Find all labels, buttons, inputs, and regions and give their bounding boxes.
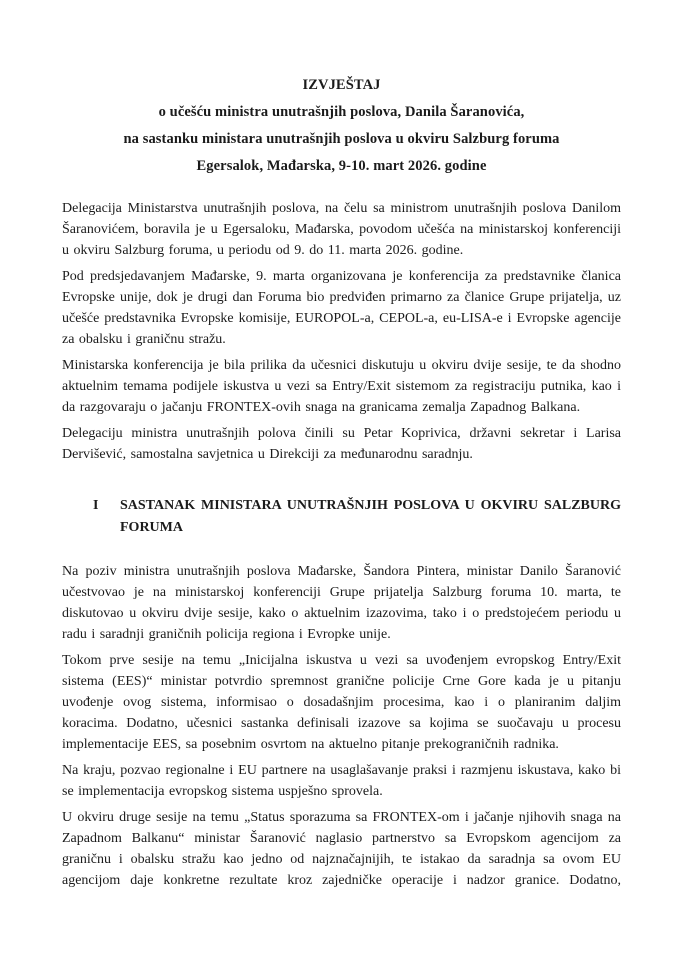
paragraph-intro-4: Delegaciju ministra unutrašnjih polova činili su Petar Koprivica, državni sekretar i Larisa Dervišević, samostalna savjetnica u Direkciji za međunarodnu saradnju. [62,426,621,462]
paragraph-intro-2: Pod predsjedavanjem Mađarske, 9. marta organizovana je konferencija za predstavnike članica Evropske unije, dok je drugi dan Foruma bio predviđen primarno za članice Grupe prijatelja, uz učešće predstavnika Evropske komisije, EUROPOL-a, CEPOL-a, eu-LISA-e i Evropske agencije za obalsku i graničnu stražu. [62,269,621,347]
section-1-heading-text: SASTANAK MINISTARA UNUTRAŠNJIH POSLOVA U OKVIRU SALZBURG FORUMA [120,498,621,535]
paragraph-section1-1: Na poziv ministra unutrašnjih poslova Mađarske, Šandora Pintera, ministar Danilo Šaranović učestvovao je na ministarskoj konferenciji Grupe prijatelja Salzburg foruma 10. marta, te diskutovao u okviru dvije sesije, kako o aktuelnim izazovima, tako i o predstojećem periodu u radu i saradnji graničnih policija regiona i Evropke unije. [62,564,621,642]
report-subtitle-line-2: na sastanku ministara unutrašnjih poslova u okviru Salzburg foruma [123,131,560,147]
spacer [62,539,621,561]
report-subtitle-line-3: Egersalok, Mađarska, 9-10. mart 2026. godine [196,158,487,174]
paragraph-section1-2: Tokom prve sesije na temu „Inicijalna iskustva u vezi sa uvođenjem evropskog Entry/Exit sistema (EES)“ ministar potvrdio spremnost granične policije Crne Gore kada je u pitanju uvođenje ovog sistema, informisao o dosadašnjim procesima, kao i o planiranim daljim koracima. Dodatno, učesnici sastanka definisali izazove sa kojima se suočavaju u procesu implementacije EES, sa posebnim osvrtom na aktuelno pitanje prekograničnih radnika. [62,653,621,752]
paragraph-intro-1: Delegacija Ministarstva unutrašnjih poslova, na čelu sa ministrom unutrašnjih poslova Danilom Šaranovićem, boravila je u Egersaloku, Mađarska, povodom učešća na ministarskoj konferenciji u okviru Salzburg foruma, u periodu od 9. do 11. marta 2026. godine. [62,201,621,258]
paragraph-section1-4: U okviru druge sesije na temu „Status sporazuma sa FRONTEX-om i jačanje njihovih snaga na Zapadnom Balkanu“ ministar Šaranović naglasio partnerstvo sa Evropskom agencijom za graničnu i obalsku stražu kao jedno od najznačajnijih, te istakao da saradnja sa ovom EU agencijom daje konkretne rezultate kroz zajedničke operacije i nadzor granice. Dodatno, [62,810,621,888]
report-body [62,198,621,891]
paragraph-intro-3: Ministarska konferencija je bila prilika da učesnici diskutuju u okviru dvije sesije, te da shodno aktuelnim temama podijele iskustva u vezi sa Entry/Exit sistemom za registraciju putnika, kao i da razgovaraju o jačanju FRONTEX-ovih snaga na granicama zemalja Zapadnog Balkana. [62,358,621,415]
report-header [62,72,621,180]
section-1-number: I [93,498,99,513]
report-title: IZVJEŠTAJ [302,77,381,93]
section-1-heading [93,495,621,539]
report-subtitle-line-1: o učešću ministra unutrašnjih poslova, Danila Šaranovića, [158,104,525,120]
paragraph-section1-3: Na kraju, pozvao regionalne i EU partnere na usaglašavanje praksi i razmjenu iskustava, kako bi se implementacija evropskog sistema uspješno sprovela. [62,763,621,799]
